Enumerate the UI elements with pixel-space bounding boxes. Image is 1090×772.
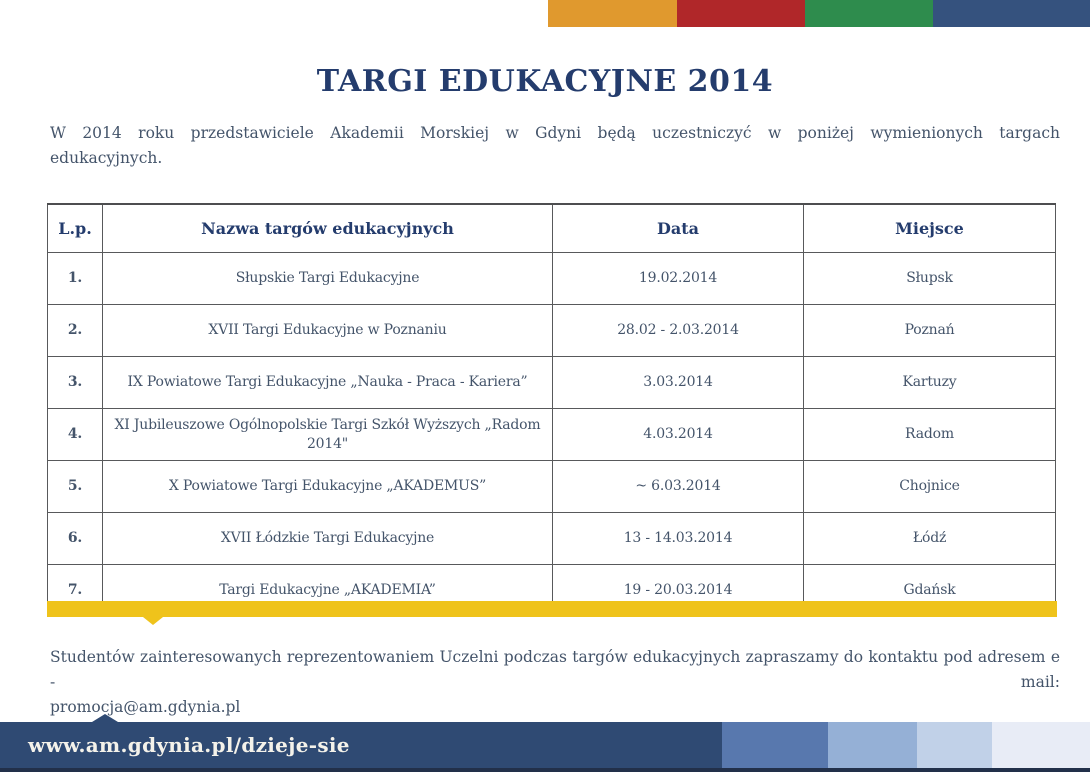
cell-name: Słupskie Targi Edukacyjne: [103, 253, 553, 305]
page-title: TARGI EDUKACYJNE 2014: [316, 64, 774, 99]
cell-lp: 3.: [48, 357, 103, 409]
header-lp: L.p.: [48, 204, 103, 253]
cell-lp: 4.: [48, 409, 103, 461]
cell-place: Słupsk: [804, 253, 1056, 305]
cell-lp: 6.: [48, 513, 103, 565]
cell-place: Gdańsk: [804, 565, 1056, 617]
cell-lp: 2.: [48, 305, 103, 357]
yellow-divider-tail: [143, 617, 163, 625]
table-row: [48, 409, 1056, 461]
cell-place: Kartuzy: [804, 357, 1056, 409]
footer-bottom-strip: [0, 768, 1090, 772]
cell-place: Radom: [804, 409, 1056, 461]
contact-email: promocja@am.gdynia.pl: [50, 698, 241, 716]
cell-name: XVII Łódzkie Targi Edukacyjne: [103, 513, 553, 565]
cell-date: 28.02 - 2.03.2014: [553, 305, 804, 357]
table-header-row: [48, 204, 1056, 253]
cell-date: 13 - 14.03.2014: [553, 513, 804, 565]
footer-segment-navy: [0, 722, 722, 768]
cell-date: 4.03.2014: [553, 409, 804, 461]
footer-segment-palest: [992, 722, 1090, 768]
footer-segments: [0, 722, 1090, 768]
header-date: Data: [553, 204, 804, 253]
cell-lp: 5.: [48, 461, 103, 513]
cell-name: XVII Targi Edukacyjne w Poznaniu: [103, 305, 553, 357]
header-place: Miejsce: [804, 204, 1056, 253]
cell-place: Łódź: [804, 513, 1056, 565]
cell-name: X Powiatowe Targi Edukacyjne „AKADEMUS”: [103, 461, 553, 513]
top-bar-segment-red: [677, 0, 805, 27]
cell-date: 19 - 20.03.2014: [553, 565, 804, 617]
contact-line-1: Studentów zainteresowanych reprezentowaniem Uczelni podczas targów edukacyjnych zapraszamy do kontaktu pod adresem e - mail:: [50, 648, 1060, 691]
header-name: Nazwa targów edukacyjnych: [103, 204, 553, 253]
cell-lp: 1.: [48, 253, 103, 305]
top-bar-segment-green: [805, 0, 933, 27]
top-bar-segment-orange: [548, 0, 677, 27]
contact-paragraph: [50, 645, 1060, 720]
cell-name: IX Powiatowe Targi Edukacyjne „Nauka - Praca - Kariera”: [103, 357, 553, 409]
cell-date: 19.02.2014: [553, 253, 804, 305]
cell-name: XI Jubileuszowe Ogólnopolskie Targi Szkół Wyższych „Radom 2014": [103, 409, 553, 461]
cell-name: Targi Edukacyjne „AKADEMIA”: [103, 565, 553, 617]
footer-bar: [0, 722, 1090, 772]
intro-line-2: edukacyjnych.: [50, 149, 163, 167]
top-bar-segment-navy: [933, 0, 1090, 27]
footer-segment-lightblue: [828, 722, 917, 768]
footer-url: www.am.gdynia.pl/dzieje-sie: [28, 733, 350, 757]
cell-lp: 7.: [48, 565, 103, 617]
education-fairs-table: [47, 203, 1056, 617]
intro-paragraph: [50, 121, 1060, 171]
cell-date: 3.03.2014: [553, 357, 804, 409]
footer-segment-paleblue: [917, 722, 992, 768]
table-row: [48, 357, 1056, 409]
footer-notch: [92, 714, 118, 722]
cell-date: ~ 6.03.2014: [553, 461, 804, 513]
cell-place: Poznań: [804, 305, 1056, 357]
cell-place: Chojnice: [804, 461, 1056, 513]
footer-segment-blue: [722, 722, 828, 768]
top-color-bar: [548, 0, 1090, 27]
table-row: [48, 253, 1056, 305]
table-row: [48, 305, 1056, 357]
yellow-divider-bar: [47, 601, 1057, 617]
table-row: [48, 513, 1056, 565]
table-row: [48, 461, 1056, 513]
intro-line-1: W 2014 roku przedstawiciele Akademii Morskiej w Gdyni będą uczestniczyć w poniżej wymienionych targach: [50, 124, 1060, 142]
